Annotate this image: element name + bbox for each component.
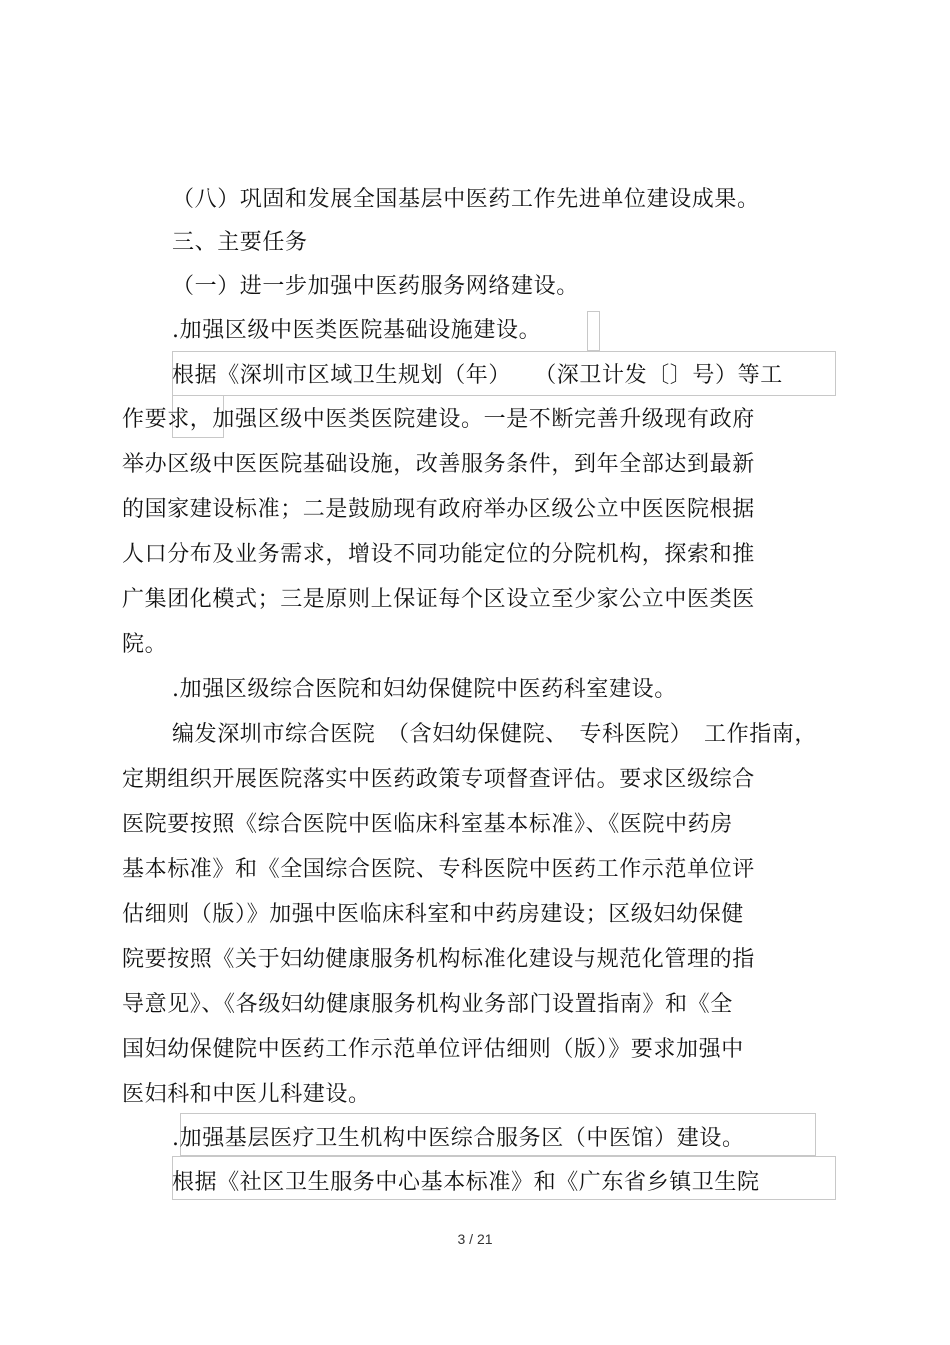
section-heading: （八）巩固和发展全国基层中医药工作先进单位建设成果。 xyxy=(172,187,760,212)
body-line: 举办区级中医医院基础设施，改善服务条件，到年全部达到最新 xyxy=(122,452,755,477)
body-line: 定期组织开展医院落实中医药政策专项督查评估。要求区级综合 xyxy=(122,767,755,792)
body-line: 根据《深圳市区域卫生规划（年） （深卫计发〔〕号）等工 xyxy=(172,363,783,388)
body-line: 院。 xyxy=(122,632,168,657)
page-number: 3 / 21 xyxy=(457,1231,493,1247)
body-line: 作要求，加强区级中医类医院建设。一是不断完善升级现有政府 xyxy=(122,407,755,432)
body-line: 人口分布及业务需求，增设不同功能定位的分院机构，探索和推 xyxy=(122,542,755,567)
body-line: 院要按照《关于妇幼健康服务机构标准化建设与规范化管理的指 xyxy=(122,947,755,972)
body-line: 医院要按照《综合医院中医临床科室基本标准》、《医院中药房 xyxy=(122,812,733,837)
body-line: 编发深圳市综合医院 （含妇幼保健院、 专科医院） 工作指南， xyxy=(172,722,818,747)
subsection-heading: .加强区级综合医院和妇幼保健院中医药科室建设。 xyxy=(172,677,677,702)
subsection-heading: .加强基层医疗卫生机构中医综合服务区（中医馆）建设。 xyxy=(172,1126,745,1151)
body-line: 基本标准》和《全国综合医院、专科医院中医药工作示范单位评 xyxy=(122,857,755,882)
body-line: 医妇科和中医儿科建设。 xyxy=(122,1082,371,1107)
body-line: 估细则（版）》加强中医临床科室和中药房建设；区级妇幼保健 xyxy=(122,902,744,927)
body-line: 导意见》、《各级妇幼健康服务机构业务部门设置指南》和《全 xyxy=(122,992,733,1017)
section-heading: （一）进一步加强中医药服务网络建设。 xyxy=(172,274,579,299)
section-heading: 三、主要任务 xyxy=(172,230,308,255)
frame-box xyxy=(587,311,600,351)
body-line: 广集团化模式；三是原则上保证每个区设立至少家公立中医类医 xyxy=(122,587,755,612)
body-line: 根据《社区卫生服务中心基本标准》和《广东省乡镇卫生院 xyxy=(172,1170,760,1195)
body-line: 国妇幼保健院中医药工作示范单位评估细则（版）》要求加强中 xyxy=(122,1037,744,1062)
subsection-heading: .加强区级中医类医院基础设施建设。 xyxy=(172,318,542,343)
body-line: 的国家建设标准；二是鼓励现有政府举办区级公立中医医院根据 xyxy=(122,497,755,522)
